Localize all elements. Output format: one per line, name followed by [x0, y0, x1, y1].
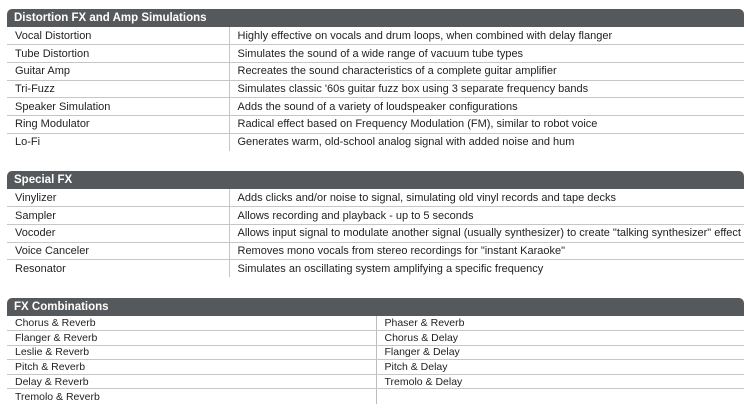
table-row [7, 27, 744, 45]
table-row [7, 242, 744, 260]
table-row [7, 133, 744, 151]
effect-name: Voice Canceler [7, 242, 229, 260]
table-row [7, 360, 744, 375]
effect-name: Speaker Simulation [7, 98, 229, 116]
table-row [7, 374, 744, 389]
table-row [7, 98, 744, 116]
effect-name: Resonator [7, 260, 229, 278]
effect-description: Simulates an oscillating system amplifying a specific frequency [237, 262, 544, 275]
table-row [7, 260, 744, 278]
effect-description: Allows input signal to modulate another signal (usually synthesizer) to create "talking synthesizer" effect [229, 224, 744, 242]
effect-description: Adds clicks and/or noise to signal, simulating old vinyl records and tape decks [229, 189, 744, 207]
fx-combinations-table [7, 316, 744, 404]
table-row [7, 345, 744, 360]
effect-name: Ring Modulator [7, 115, 229, 133]
effect-name: Tube Distortion [7, 45, 229, 63]
combination-left: Delay & Reverb [7, 374, 376, 389]
effect-description: Radical effect based on Frequency Modulation (FM), similar to robot voice [229, 115, 744, 133]
table-row [7, 115, 744, 133]
combination-right: Tremolo & Delay [376, 374, 744, 389]
section-distortion-fx [7, 9, 744, 151]
effect-description: Simulates classic '60s guitar fuzz box using 3 separate frequency bands [229, 80, 744, 98]
table-row [7, 207, 744, 225]
combination-left: Tremolo & Reverb [7, 389, 376, 404]
section-special-fx [7, 171, 744, 277]
table-row [7, 62, 744, 80]
effect-description: Highly effective on vocals and drum loops, when combined with delay flanger [229, 27, 744, 45]
combination-right: Phaser & Reverb [376, 316, 744, 331]
effect-name: Vocoder [7, 224, 229, 242]
effect-name: Vocal Distortion [7, 27, 229, 45]
combination-right: Flanger & Delay [376, 345, 744, 360]
combination-left: Pitch & Reverb [7, 360, 376, 375]
effect-description: Allows recording and playback - up to 5 seconds [229, 207, 744, 225]
combination-right: Chorus & Delay [376, 331, 744, 346]
effect-name: Lo-Fi [7, 133, 229, 151]
table-row [7, 331, 744, 346]
effect-description: Simulates the sound of a wide range of vacuum tube types [229, 45, 744, 63]
effect-description: Generates warm, old-school analog signal with added noise and hum [237, 136, 575, 149]
effect-name: Vinylizer [7, 189, 229, 207]
table-row [7, 316, 744, 331]
combination-right: Pitch & Delay [376, 360, 744, 375]
combination-left: Leslie & Reverb [7, 345, 376, 360]
table-row [7, 80, 744, 98]
combination-right-empty [376, 389, 744, 404]
effect-name: Tri-Fuzz [7, 80, 229, 98]
effect-description: Recreates the sound characteristics of a complete guitar amplifier [229, 62, 744, 80]
table-row [7, 45, 744, 63]
combination-left: Flanger & Reverb [7, 331, 376, 346]
effect-description: Removes mono vocals from stereo recordings for "instant Karaoke" [229, 242, 744, 260]
effect-name: Sampler [7, 207, 229, 225]
section-header: Distortion FX and Amp Simulations [7, 9, 744, 27]
distortion-fx-table [7, 27, 744, 151]
section-header: FX Combinations [7, 298, 744, 316]
section-header: Special FX [7, 171, 744, 189]
section-fx-combinations [7, 298, 744, 404]
effect-name: Guitar Amp [7, 62, 229, 80]
effect-description: Adds the sound of a variety of loudspeaker configurations [229, 98, 744, 116]
table-row [7, 224, 744, 242]
table-row [7, 189, 744, 207]
table-row [7, 389, 744, 404]
special-fx-table [7, 189, 744, 277]
combination-left: Chorus & Reverb [7, 316, 376, 331]
